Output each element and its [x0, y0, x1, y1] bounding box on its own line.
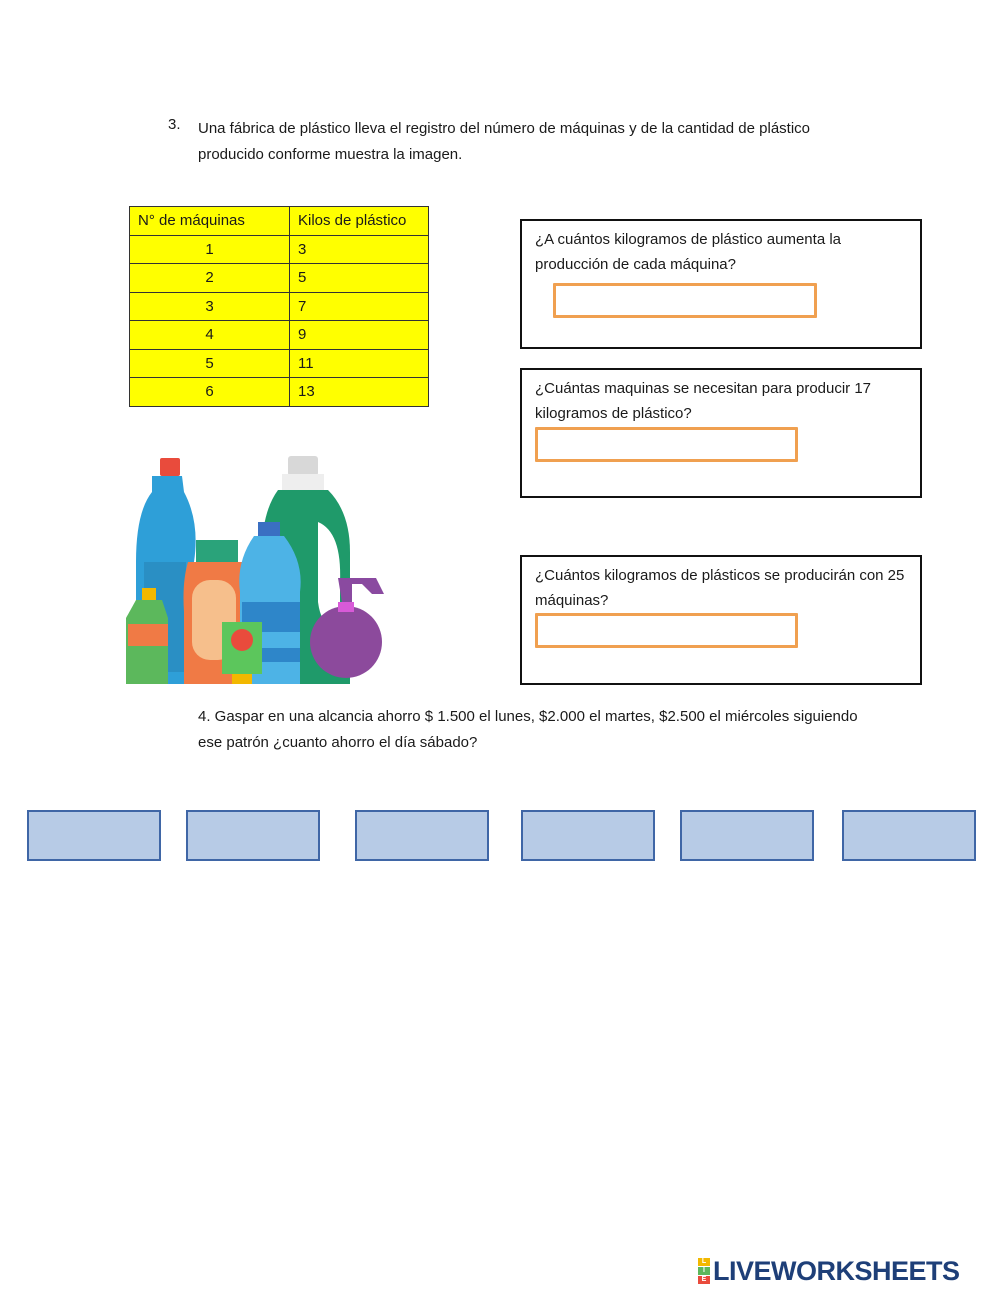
logo-cube: E: [698, 1276, 710, 1284]
question-3-number: 3.: [168, 116, 181, 133]
table-row: [130, 378, 429, 407]
table-row: [130, 321, 429, 350]
subquestion-3-text: ¿Cuántos kilogramos de plásticos se producirán con 25 máquinas?: [535, 567, 905, 609]
day-answer-box-4[interactable]: [521, 810, 655, 861]
logo-cubes-icon: [698, 1258, 710, 1284]
subquestion-1-text: ¿A cuántos kilogramos de plástico aumenta la producción de cada máquina?: [535, 231, 841, 273]
machines-table: [129, 206, 429, 407]
table-cell: 3: [290, 235, 429, 264]
table-cell: 4: [130, 321, 290, 350]
table-cell: 1: [130, 235, 290, 264]
logo-text: LIVEWORKSHEETS: [713, 1255, 960, 1286]
answer-input-3[interactable]: [535, 613, 798, 648]
logo-cube: L: [698, 1258, 710, 1266]
day-answer-box-1[interactable]: [27, 810, 161, 861]
table-row: [130, 235, 429, 264]
table-cell: 9: [290, 321, 429, 350]
table-row: [130, 292, 429, 321]
table-cell: 13: [290, 378, 429, 407]
table-cell: 7: [290, 292, 429, 321]
table-cell: 5: [290, 264, 429, 293]
question-3-text: Una fábrica de plástico lleva el registro del número de máquinas y de la cantidad de plástico producido conforme muestra la imagen.: [198, 120, 811, 163]
table-cell: 5: [130, 349, 290, 378]
table-cell: 3: [130, 292, 290, 321]
day-answer-box-5[interactable]: [680, 810, 814, 861]
subquestion-box-3: [520, 555, 922, 685]
table-header-machines: N° de máquinas: [130, 207, 290, 236]
day-answer-box-2[interactable]: [186, 810, 320, 861]
plastic-bottles-illustration: [122, 452, 392, 688]
table-cell: 11: [290, 349, 429, 378]
table-row: [130, 264, 429, 293]
day-answer-box-3[interactable]: [355, 810, 489, 861]
subquestion-2-text: ¿Cuántas maquinas se necesitan para producir 17 kilogramos de plástico?: [535, 380, 872, 422]
liveworksheets-logo: [698, 1256, 960, 1286]
subquestion-box-1: [520, 219, 922, 349]
table-row: [130, 349, 429, 378]
table-header-row: [130, 207, 429, 236]
subquestion-box-2: [520, 368, 922, 498]
table-cell: 2: [130, 264, 290, 293]
answer-input-1[interactable]: [553, 283, 817, 318]
answer-input-2[interactable]: [535, 427, 798, 462]
small-green-bottle-icon: [126, 588, 168, 684]
table-header-kilos: Kilos de plástico: [290, 207, 429, 236]
day-answer-box-6[interactable]: [842, 810, 976, 861]
table-cell: 6: [130, 378, 290, 407]
logo-cube: I: [698, 1267, 710, 1275]
question-4-text: 4. Gaspar en una alcancia ahorro $ 1.500 el lunes, $2.000 el martes, $2.500 el miércoles siguiendo ese patrón ¿cuanto ahorro el día sábado?: [198, 708, 858, 751]
